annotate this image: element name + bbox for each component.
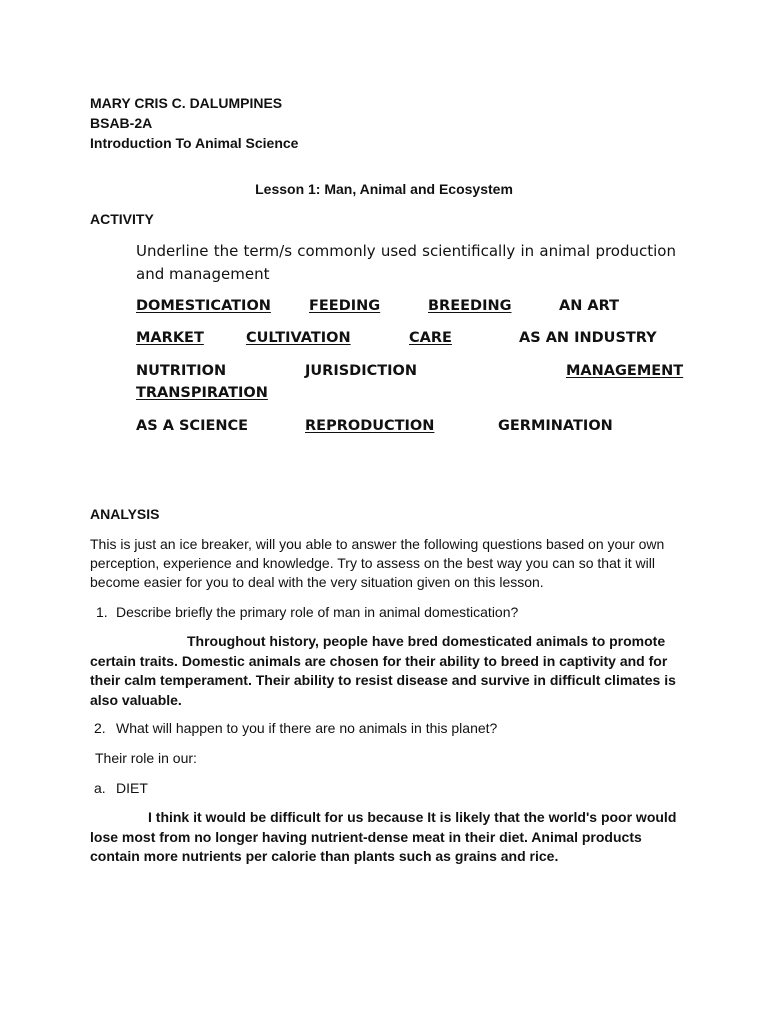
role-intro: Their role in our:	[95, 750, 197, 766]
term-item: DOMESTICATION	[136, 298, 271, 314]
term-item: MANAGEMENT	[566, 363, 684, 379]
term-item: MARKET	[136, 330, 204, 346]
term-item: TRANSPIRATION	[136, 385, 268, 401]
term-item: REPRODUCTION	[305, 418, 435, 434]
term-item: AN ART	[559, 298, 620, 314]
activity-heading: ACTIVITY	[90, 211, 154, 227]
term-item: GERMINATION	[498, 418, 613, 434]
lesson-title: Lesson 1: Man, Animal and Ecosystem	[255, 181, 513, 197]
term-item: AS A SCIENCE	[136, 418, 249, 434]
term-item: CULTIVATION	[246, 330, 351, 346]
term-item: FEEDING	[309, 298, 381, 314]
term-item: BREEDING	[428, 298, 512, 314]
question-2-number: 2.	[94, 720, 106, 736]
sub-item-a-letter: a.	[94, 780, 106, 796]
student-name: MARY CRIS C. DALUMPINES	[90, 95, 283, 111]
question-1-number: 1.	[96, 604, 108, 620]
answer-2: I think it would be difficult for us because It is likely that the world's poor would lose most from no longer having nutrient-dense meat in their diet. Animal products contain more nutrients per calorie than plants such as grains and rice.	[90, 809, 677, 864]
analysis-intro: This is just an ice breaker, will you able to answer the following questions based on your own perception, experience and knowledge. Try to assess on the best way you can so that it will become easier for you to deal with the very situation given on this lesson.	[90, 536, 665, 590]
term-item: CARE	[409, 330, 452, 346]
course-name: Introduction To Animal Science	[90, 135, 299, 151]
analysis-heading: ANALYSIS	[90, 506, 160, 522]
question-1-text: Describe briefly the primary role of man in animal domestication?	[116, 604, 519, 620]
term-item: AS AN INDUSTRY	[519, 330, 657, 346]
student-section: BSAB-2A	[90, 115, 153, 131]
term-item: JURISDICTION	[305, 363, 417, 379]
sub-item-a-text: DIET	[116, 780, 148, 796]
term-item: NUTRITION	[136, 363, 227, 379]
question-2-text: What will happen to you if there are no animals in this planet?	[116, 720, 498, 736]
activity-instruction: Underline the term/s commonly used scientifically in animal production and management	[136, 242, 676, 283]
answer-1: Throughout history, people have bred domesticated animals to promote certain traits. Domestic animals are chosen for their ability to breed in captivity and for their calm temperament. Their ability to resist disease and survive in difficult climates is also valuable.	[90, 633, 676, 708]
